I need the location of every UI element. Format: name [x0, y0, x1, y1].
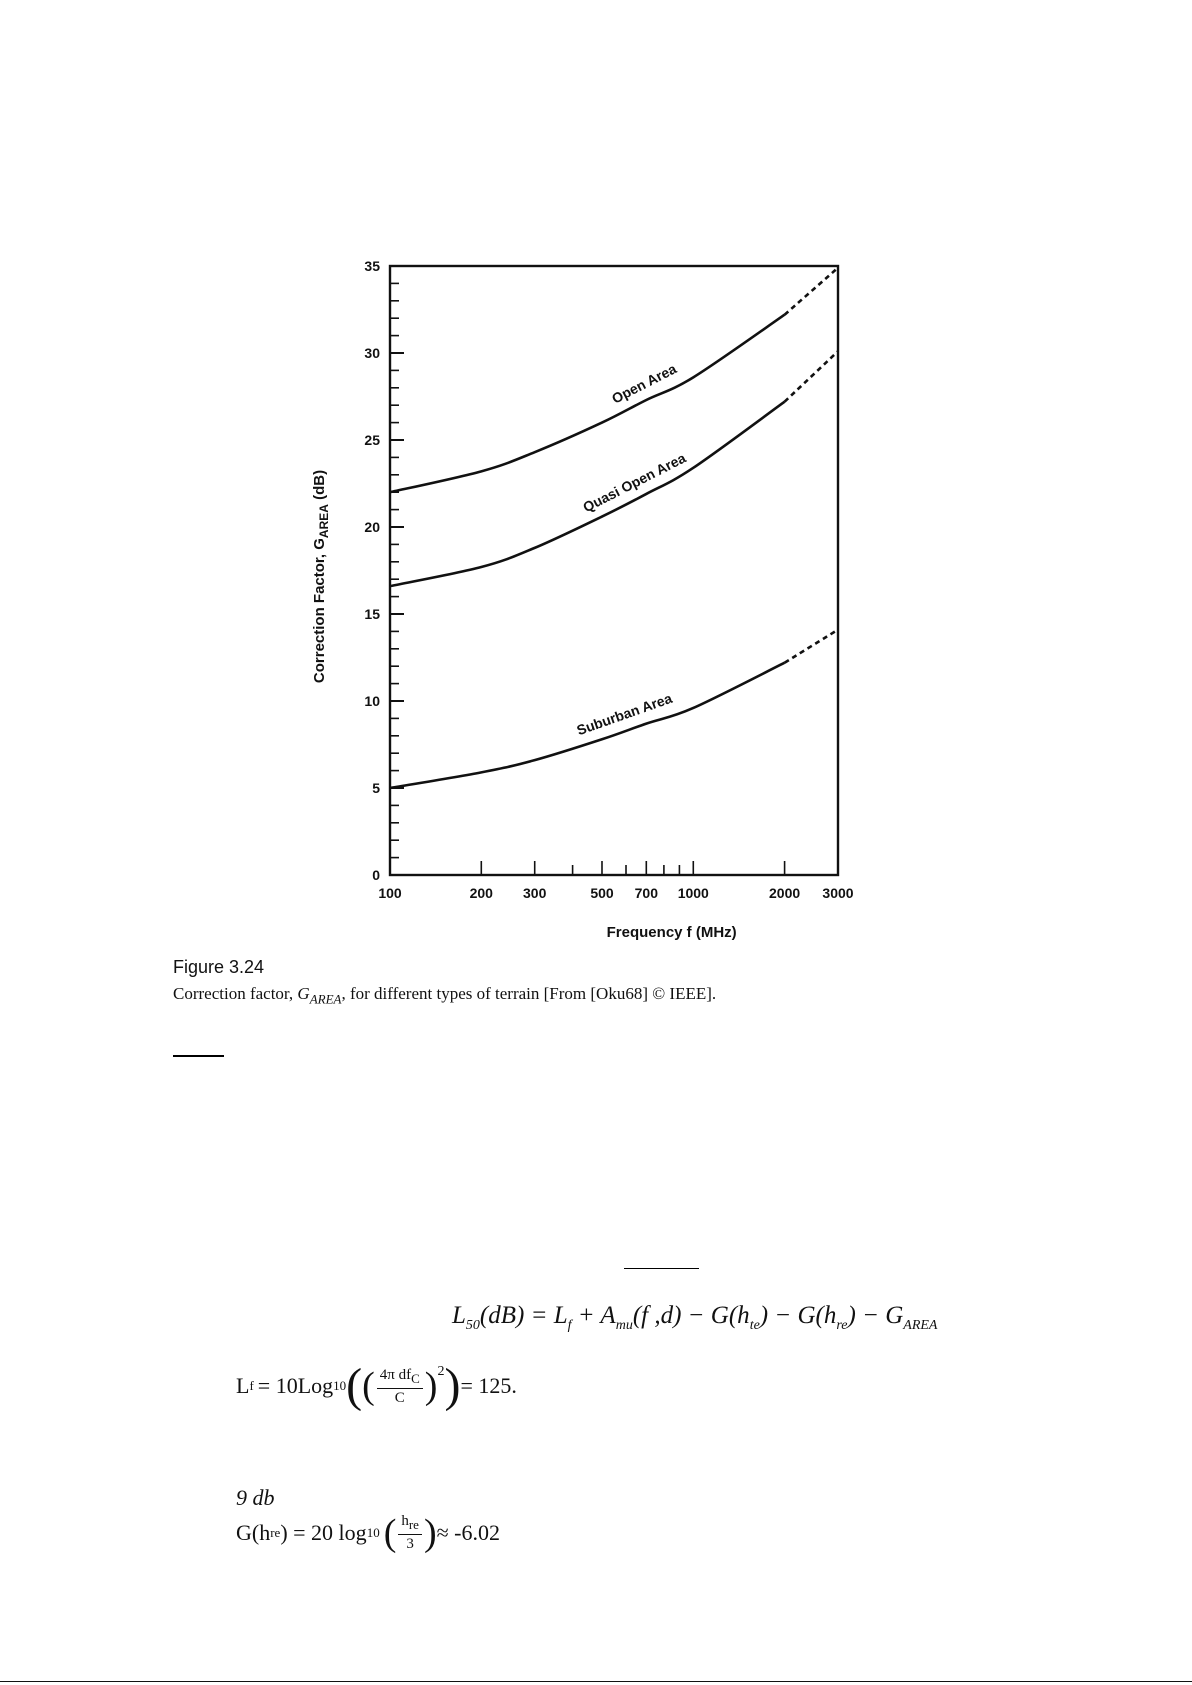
y-tick-label: 0 — [372, 867, 380, 883]
free-space-loss-equation: L f = 10Log 10 ( ( $\frac{4\pi df_C}{C}$ ) $^2$ ) = 125. — [236, 1359, 517, 1412]
y-axis-title: Correction Factor, $G_{AREA}$ (dB) — [311, 469, 331, 684]
section-underline-center — [624, 1268, 699, 1269]
x-tick-label: 2000 — [769, 885, 801, 901]
y-tick-label: 20 — [364, 519, 380, 535]
suburban-area-label: Suburban Area — [574, 689, 675, 739]
x-tick-label: 700 — [634, 885, 658, 901]
x-tick-label: 100 — [378, 885, 402, 901]
chart-labels — [311, 258, 854, 941]
quasi-open-area-label: Quasi Open Area — [580, 449, 689, 516]
note-text: 9 db — [236, 1485, 275, 1510]
y-tick-label: 35 — [364, 258, 380, 274]
x-tick-label: 200 — [469, 885, 493, 901]
plot-frame — [390, 266, 838, 875]
x-tick-label: 300 — [523, 885, 547, 901]
x-axis-title: Frequency f (MHz) — [606, 924, 737, 941]
open-area-curve — [390, 315, 785, 492]
x-tick-label: 500 — [590, 885, 614, 901]
open-area-extrapolation — [785, 268, 838, 315]
open-area-label: Open Area — [609, 360, 679, 407]
receiver-height-gain-equation: G(h re ) = 20 log 10 ( $\frac{h_{re}}{3}$ ) ≈ -6.02 — [236, 1511, 501, 1554]
page-bottom-rule — [0, 1681, 1192, 1682]
suburban-area-extrapolation — [785, 630, 838, 663]
quasi-open-area-extrapolation — [785, 351, 838, 401]
section-underline-short — [173, 1055, 224, 1057]
y-tick-label: 25 — [364, 432, 380, 448]
path-loss-equation: $L_{50}(dB) = L_f + A_{mu}(f$ $,d) - G(h_{te}) - G(h_{re}) - G_{AREA}$ — [452, 1302, 938, 1333]
y-tick-label: 5 — [372, 780, 380, 796]
y-tick-label: 15 — [364, 606, 380, 622]
figure-number: Figure 3.24 — [173, 957, 265, 977]
y-tick-label: 10 — [364, 693, 380, 709]
chart-axes — [390, 266, 838, 875]
x-tick-label: 3000 — [822, 885, 854, 901]
figure-caption: Correction factor, $G_{AREA}$, for different types of terrain [From [Oku68] © IEEE]. — [173, 984, 717, 1007]
x-tick-label: 1000 — [677, 885, 709, 901]
y-tick-label: 30 — [364, 345, 380, 361]
